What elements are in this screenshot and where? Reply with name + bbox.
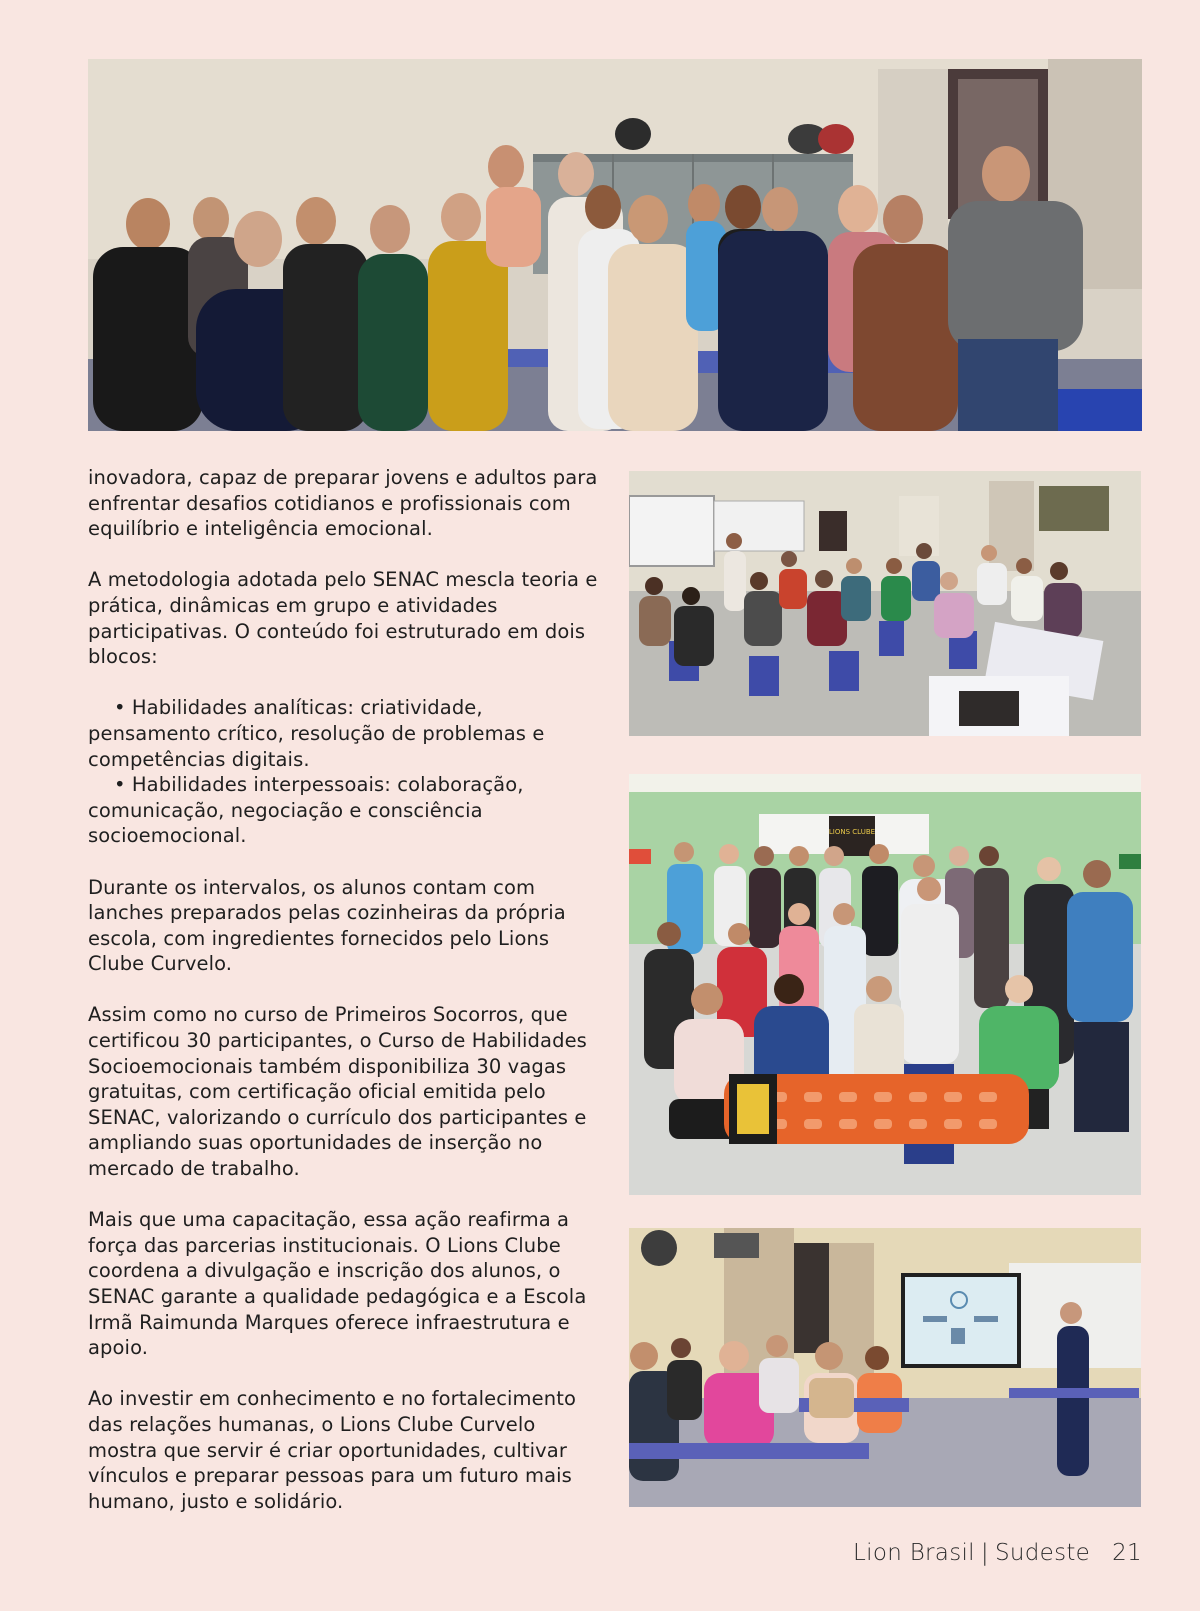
- page-footer: [853, 1540, 1142, 1566]
- bullet-text: Habilidades analíticas: criatividade, pensamento crítico, resolução de problemas e competências digitais.: [88, 696, 545, 771]
- bullet-item: • Habilidades interpessoais: colaboração, comunicação, negociação e consciência socioemocional.: [88, 773, 524, 848]
- group-photo-stretcher: [629, 774, 1141, 1195]
- article-paragraph: Ao investir em conhecimento e no fortalecimento das relações humanas, o Lions Clube Curvelo mostra que servir é criar oportunidades, cultivar vínculos e preparar pessoas para um futuro mais humano, justo e solidário.: [88, 1387, 576, 1513]
- article-paragraph: A metodologia adotada pelo SENAC mescla teoria e prática, dinâmicas em grupo e atividades participativas. O conteúdo foi estruturado em dois blocos:: [88, 568, 598, 669]
- classroom-projector-photo: [629, 1228, 1141, 1507]
- footer-separator: |: [980, 1540, 989, 1566]
- region-name: Sudeste: [994, 1540, 1091, 1566]
- article-body: [88, 465, 598, 1514]
- publication-name: Lion Brasil: [853, 1540, 975, 1566]
- lions-banner-text: LIONS CLUBE: [828, 828, 876, 836]
- article-paragraph: inovadora, capaz de preparar jovens e adultos para enfrentar desafios cotidianos e profissionais com equilíbrio e inteligência emocional.: [88, 466, 598, 541]
- bullet-item: • Habilidades analíticas: criatividade, pensamento crítico, resolução de problemas e competências digitais.: [88, 696, 545, 771]
- bullet-text: Habilidades interpessoais: colaboração, comunicação, negociação e consciência socioemocional.: [88, 773, 524, 848]
- article-paragraph: Mais que uma capacitação, essa ação reafirma a força das parcerias institucionais. O Lions Clube coordena a divulgação e inscrição dos alunos, o SENAC garante a qualidade pedagógica e a Escola Irmã Raimunda Marques oferece infraestrutura e apoio.: [88, 1208, 587, 1360]
- article-paragraph: Assim como no curso de Primeiros Socorros, que certificou 30 participantes, o Curso de Habilidades Socioemocionais também disponibiliza 30 vagas gratuitas, com certificação oficial emitida pelo SENAC, valorizando o currículo dos participantes e ampliando suas oportunidades de inserção no mercado de trabalho.: [88, 1003, 587, 1181]
- article-paragraph: Durante os intervalos, os alunos contam com lanches preparados pelas cozinheiras da própria escola, com ingredientes fornecidos pelo Lions Clube Curvelo.: [88, 875, 566, 976]
- classroom-circle-photo: [629, 471, 1141, 736]
- group-photo-classroom: [88, 59, 1142, 431]
- page-number: 21: [1112, 1540, 1142, 1566]
